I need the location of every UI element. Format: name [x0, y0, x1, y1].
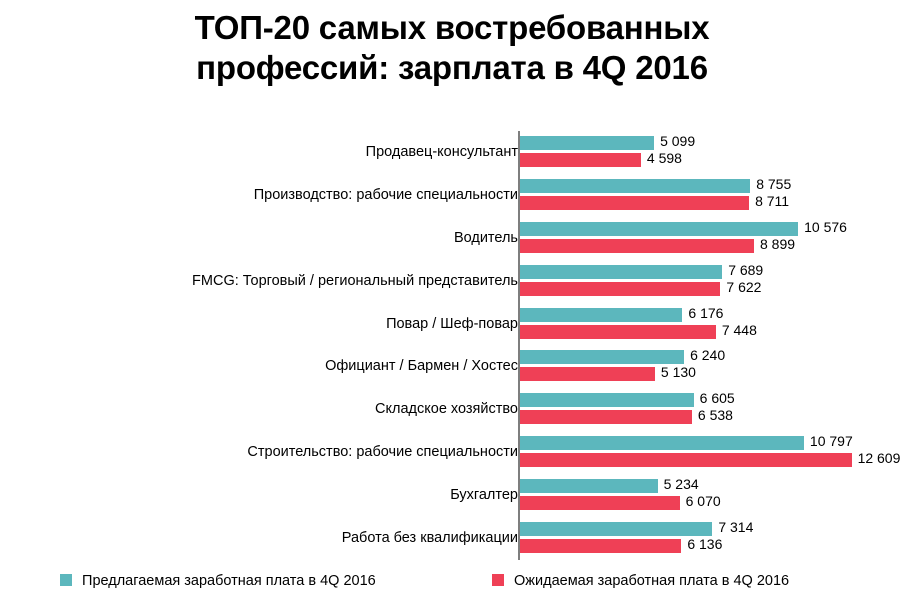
bar-value-expected: 4 598: [646, 150, 682, 166]
bar-value-offered: 6 605: [699, 390, 735, 407]
legend-item-expected: [492, 570, 789, 592]
bar-expected: [520, 496, 680, 510]
category-label: FMCG: Торговый / региональный представитель: [192, 272, 518, 289]
bar-value-expected: 6 136: [687, 536, 723, 553]
bar-value-expected: 6 070: [685, 493, 721, 510]
plot-area: [0, 131, 904, 560]
legend-item-offered: [60, 570, 376, 592]
bar-expected: [520, 153, 641, 167]
chart-category-row: [0, 431, 904, 474]
category-label: Строительство: рабочие специальности: [247, 444, 518, 461]
category-label: Бухгалтер: [450, 487, 518, 504]
bar-value-expected: 6 538: [697, 407, 733, 424]
chart-title: [0, 8, 904, 88]
bar-value-offered: 6 176: [688, 304, 724, 321]
bar-value-expected: 5 130: [660, 364, 696, 381]
legend-swatch-offered: [60, 574, 72, 586]
bar-value-offered: 5 099: [660, 133, 696, 149]
bar-value-offered: 10 797: [809, 433, 853, 450]
bar-value-offered: 6 240: [690, 347, 726, 364]
legend-label-offered: Предлагаемая заработная плата в 4Q 2016: [82, 573, 376, 589]
bar-offered: [520, 522, 712, 536]
bar-value-expected: 12 609: [857, 450, 901, 467]
bar-expected: [520, 196, 749, 210]
bar-value-expected: 7 622: [726, 278, 762, 295]
bar-value-expected: 8 899: [760, 235, 796, 252]
chart-category-row: [0, 345, 904, 388]
category-label: Водитель: [453, 229, 518, 246]
bar-value-offered: 7 689: [728, 261, 764, 278]
bar-expected: [520, 453, 852, 467]
chart-legend: [0, 570, 904, 600]
chart-category-row: [0, 517, 904, 560]
bar-expected: [520, 410, 692, 424]
chart-category-row: [0, 474, 904, 517]
category-label: Официант / Бармен / Хостес: [325, 358, 518, 375]
legend-swatch-expected: [492, 574, 504, 586]
chart-category-row: [0, 388, 904, 431]
chart-title-line-1: ТОП-20 самых востребованных: [194, 9, 710, 46]
bar-value-offered: 8 755: [756, 175, 792, 192]
category-label: Продавец-консультант: [365, 144, 518, 160]
bar-offered: [520, 479, 658, 493]
bar-offered: [520, 222, 798, 236]
chart-category-row: [0, 174, 904, 217]
category-label: Повар / Шеф-повар: [386, 315, 518, 332]
bar-value-expected: 7 448: [721, 321, 757, 338]
bar-offered: [520, 136, 654, 150]
bar-offered: [520, 436, 804, 450]
chart-title-line-2: профессий: зарплата в 4Q 2016: [196, 49, 708, 86]
bar-expected: [520, 367, 655, 381]
bar-expected: [520, 239, 754, 253]
chart-category-row: [0, 303, 904, 346]
bar-offered: [520, 265, 722, 279]
category-label: Производство: рабочие специальности: [253, 186, 518, 203]
chart-category-row: [0, 217, 904, 260]
chart-category-row: [0, 131, 904, 174]
bar-value-offered: 10 576: [804, 218, 847, 235]
bar-expected: [520, 539, 681, 553]
category-label: Работа без квалификации: [341, 530, 518, 547]
chart-category-row: [0, 260, 904, 303]
bar-expected: [520, 325, 716, 339]
category-label: Складское хозяйство: [375, 401, 518, 418]
bar-value-offered: 7 314: [718, 519, 754, 536]
bar-value-expected: 8 711: [755, 192, 790, 209]
bar-offered: [520, 179, 750, 193]
bar-offered: [520, 393, 694, 407]
bar-expected: [520, 282, 720, 296]
bar-value-offered: 5 234: [663, 476, 699, 493]
legend-label-expected: Ожидаемая заработная плата в 4Q 2016: [514, 573, 790, 589]
bar-offered: [520, 350, 684, 364]
bar-offered: [520, 308, 682, 322]
